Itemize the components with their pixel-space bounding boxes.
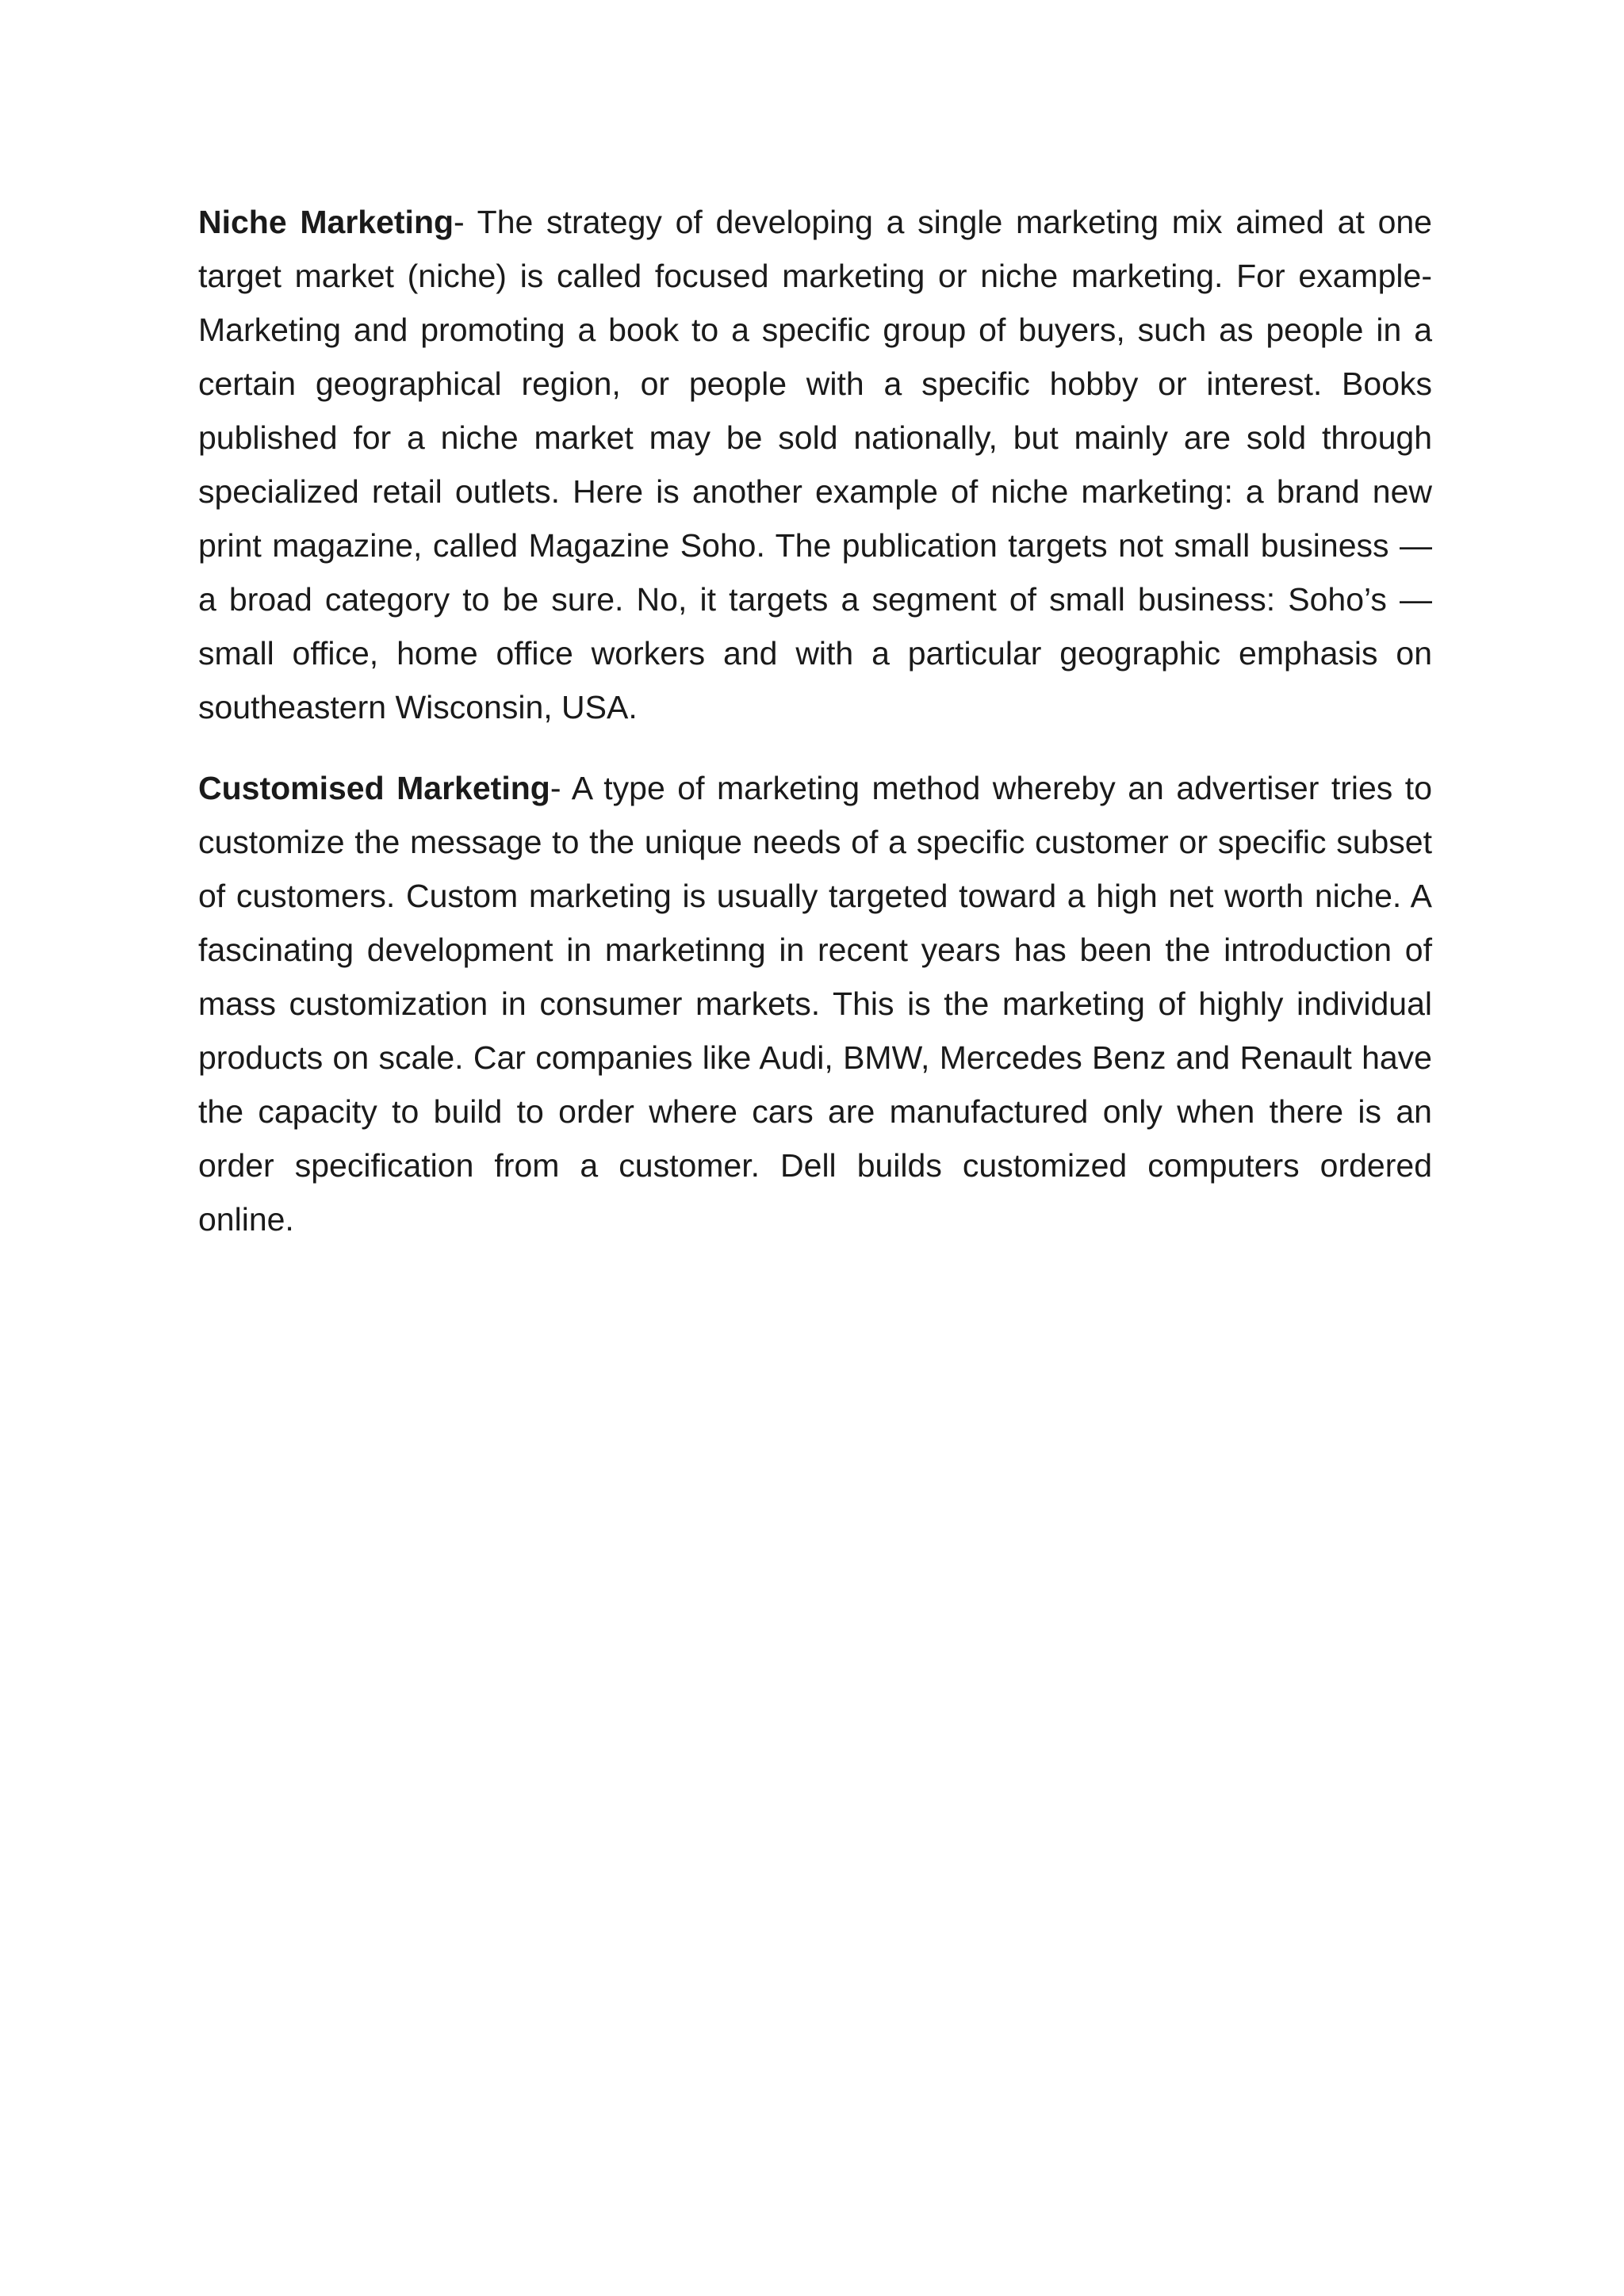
paragraph-text: - A type of marketing method whereby an advertiser tries to customize the message to the unique needs of a specific customer or specific subset of customers. Custom marketing is usually targeted toward a high net worth niche. A fascinating development in marketinng in recent years has been the introduction of mass customization in consumer markets. This is the marketing of highly individual products on scale. Car companies like Audi, BMW, Mercedes Benz and Renault have the capacity to build to order where cars are manufactured only when there is an order specification from a customer. Dell builds customized computers ordered online. bbox=[198, 770, 1432, 1238]
paragraph-niche-marketing bbox=[198, 195, 1432, 734]
term-heading: Customised Marketing bbox=[198, 770, 550, 806]
term-heading: Niche Marketing bbox=[198, 204, 454, 240]
paragraph-text: - The strategy of developing a single marketing mix aimed at one target market (niche) is called focused marketing or niche marketing. For example- Marketing and promoting a book to a specific group of buyers, such as people in a certain geographical region, or people with a specific hobby or interest. Books published for a niche market may be sold nationally, but mainly are sold through specialized retail outlets. Here is another example of niche marketing: a brand new print magazine, called Magazine Soho. The publication targets not small business — a broad category to be sure. No, it targets a segment of small business: Soho’s — small office, home office workers and with a particular geographic emphasis on southeastern Wisconsin, USA. bbox=[198, 204, 1432, 725]
paragraph-customised-marketing bbox=[198, 761, 1432, 1246]
document-body bbox=[198, 195, 1432, 1273]
